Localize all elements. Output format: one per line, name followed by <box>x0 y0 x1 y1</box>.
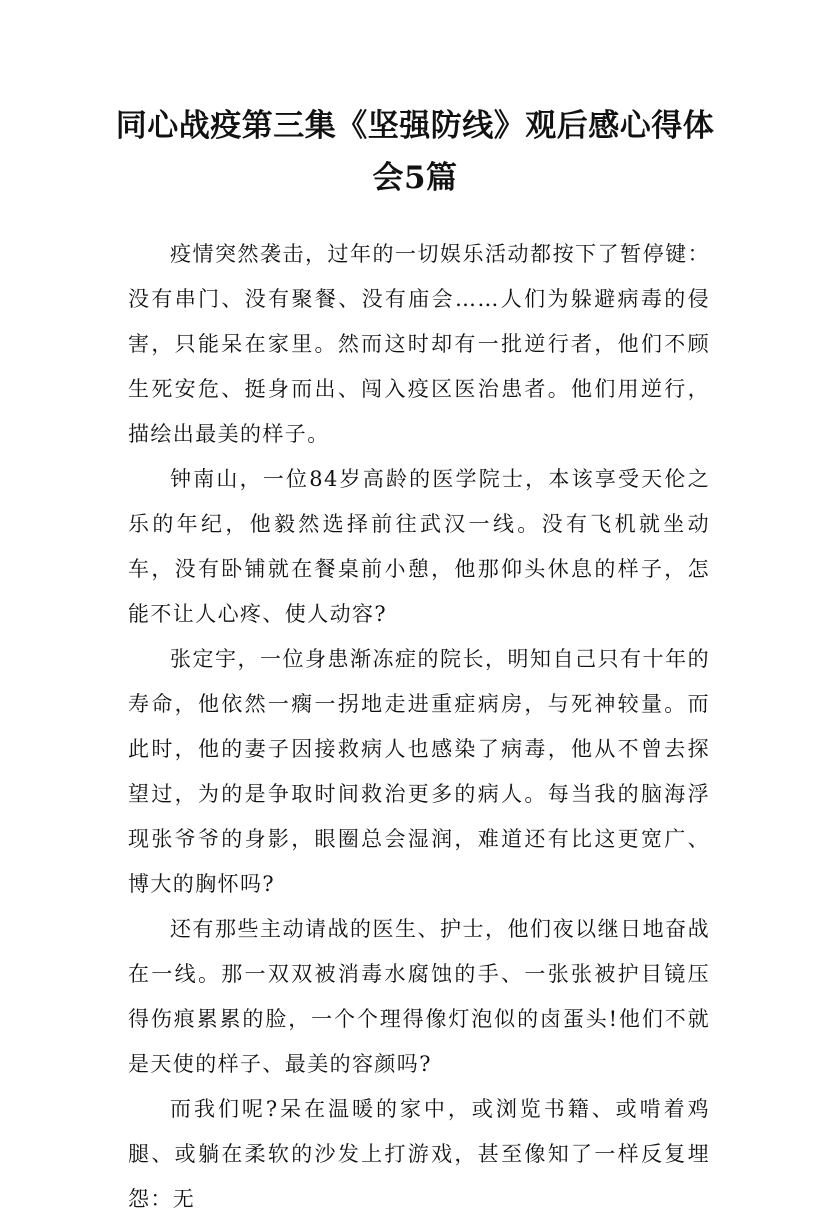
paragraph: 疫情突然袭击，过年的一切娱乐活动都按下了暂停键：没有串门、没有聚餐、没有庙会……人们为躲避病毒的侵害，只能呆在家里。然而这时却有一批逆行者，他们不顾生死安危、挺身而出、闯入疫区医治患者。他们用逆行，描绘出最美的样子。 <box>128 242 710 446</box>
paragraph: 而我们呢?呆在温暖的家中，或浏览书籍、或啃着鸡腿、或躺在柔软的沙发上打游戏，甚至像知了一样反复埋怨：无 <box>128 1097 710 1211</box>
paragraph: 还有那些主动请战的医生、护士，他们夜以继日地奋战在一线。那一双双被消毒水腐蚀的手、一张张被护目镜压得伤痕累累的脸，一个个理得像灯泡似的卤蛋头!他们不就是天使的样子、最美的容颜吗? <box>128 917 710 1076</box>
document-title: 同心战疫第三集《坚强防线》观后感心得体会5篇 <box>115 108 715 196</box>
document-body <box>128 232 710 1222</box>
paragraph: 钟南山，一位84岁高龄的医学院士，本该享受天伦之乐的年纪，他毅然选择前往武汉一线。没有飞机就坐动车，没有卧铺就在餐桌前小憩，他那仰头休息的样子，怎能不让人心疼、使人动容? <box>128 467 710 626</box>
paragraph: 张定宇，一位身患渐冻症的院长，明知自己只有十年的寿命，他依然一瘸一拐地走进重症病房，与死神较量。而此时，他的妻子因接救病人也感染了病毒，他从不曾去探望过，为的是争取时间救治更多的病人。每当我的脑海浮现张爷爷的身影，眼圈总会湿润，难道还有比这更宽广、博大的胸怀吗? <box>128 647 710 896</box>
